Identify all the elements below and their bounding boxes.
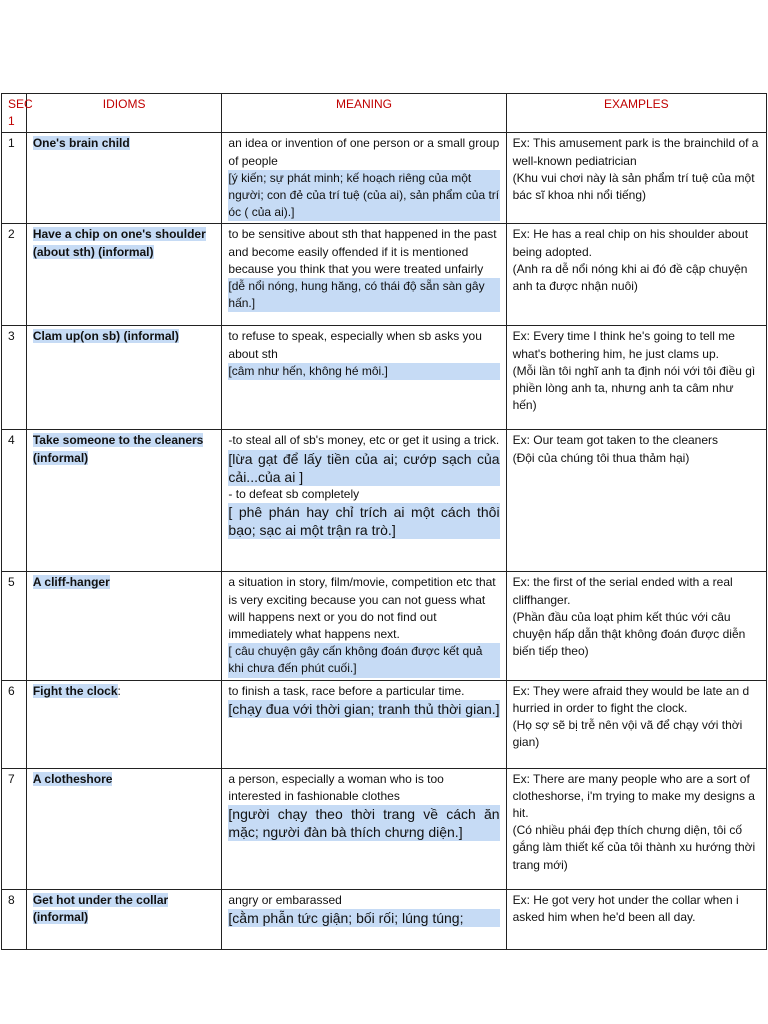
row-number: 5 [2, 572, 27, 680]
meaning-cell [222, 572, 506, 680]
row-number: 2 [2, 224, 27, 326]
row-number: 8 [2, 889, 27, 949]
idiom-cell [26, 430, 222, 572]
idiom-text: Fight the clock [32, 683, 118, 698]
meaning-vietnamese: [dễ nổi nóng, hung hăng, có thái độ sẵn sàn gây hấn.] [228, 278, 499, 312]
idiom-text: Have a chip on one's shoulder (about sth) (informal) [32, 227, 206, 259]
table-row [2, 133, 767, 224]
meaning-cell [222, 680, 506, 768]
table-row [2, 768, 767, 889]
row-number: 4 [2, 430, 27, 572]
meaning-cell [222, 224, 506, 326]
idiom-cell [26, 224, 222, 326]
meaning-vietnamese: [ý kiến; sự phát minh; kế hoạch riêng của một người; con đẻ của trí tuệ (của ai), sản phẩm của trí óc ( của ai).] [228, 170, 499, 222]
idioms-table [1, 93, 767, 950]
meaning-english: angry or embarassed [228, 892, 342, 907]
table-row [2, 572, 767, 680]
row-number: 6 [2, 680, 27, 768]
meaning-vietnamese: [ phê phán hay chỉ trích ai một cách thôi bạo; sạc ai một trận ra trò.] [228, 503, 500, 538]
meaning-vietnamese: [chạy đua với thời gian; tranh thủ thời gian.] [228, 700, 500, 717]
header-idioms: IDIOMS [26, 94, 222, 133]
meaning-vietnamese: [cằm phẫn tức giận; bối rối; lúng túng; [228, 909, 499, 927]
example-cell: Ex: He has a real chip on his shoulder about being adopted. (Anh ra dễ nổi nóng khi ai đó đề cập chuyện anh ta được nhận nuôi) [506, 224, 766, 326]
idiom-cell [26, 680, 222, 768]
meaning-english: a situation in story, film/movie, competition etc that is very exciting because you can not guess what will happens next or you do not find out immediately what happens next. [228, 575, 496, 642]
idiom-cell [26, 768, 222, 889]
row-number: 7 [2, 768, 27, 889]
meaning-english: to be sensitive about sth that happened in the past and become easily offended if it is mentioned because you think that you were treated unfairly [228, 227, 497, 276]
header-sec-label: SEC 1 [8, 97, 33, 129]
meaning-cell [222, 768, 506, 889]
row-number: 1 [2, 133, 27, 224]
idiom-text: A clotheshore [32, 771, 113, 786]
idiom-text: Clam up(on sb) (informal) [32, 329, 179, 344]
idiom-suffix: : [117, 683, 121, 698]
meaning-english: an idea or invention of one person or a small group of people [228, 136, 500, 168]
meaning-english: - to defeat sb completely [228, 486, 360, 501]
idiom-cell [26, 889, 222, 949]
header-row [2, 94, 767, 133]
header-examples: EXAMPLES [506, 94, 766, 133]
meaning-vietnamese: [câm như hến, không hé môi.] [228, 363, 499, 380]
table-row [2, 326, 767, 430]
idiom-text: Take someone to the cleaners (informal) [32, 433, 204, 465]
table-row [2, 889, 767, 949]
table-row [2, 224, 767, 326]
meaning-cell [222, 326, 506, 430]
table-row [2, 430, 767, 572]
example-cell: Ex: This amusement park is the brainchild of a well-known pediatrician (Khu vui chơi này là sản phẩm trí tuệ của một bác sĩ khoa nhi nổi tiếng) [506, 133, 766, 224]
meaning-vietnamese: [người chạy theo thời trang về cách ăn mặc; người đàn bà thích chưng diện.] [228, 806, 500, 841]
meaning-cell [222, 889, 506, 949]
header-sec [2, 94, 33, 133]
idiom-cell [26, 326, 222, 430]
meaning-english: -to steal all of sb's money, etc or get it using a trick. [228, 433, 500, 448]
meaning-english: to finish a task, race before a particular time. [228, 683, 465, 698]
example-cell: Ex: There are many people who are a sort of clotheshorse, i'm trying to make my designs a hit. (Có nhiều phái đẹp thích chưng diện, tôi cố gắng làm thiết kế của tôi thành xu hướng thời trang mới) [506, 768, 766, 889]
example-cell: Ex: Our team got taken to the cleaners (Đội của chúng tôi thua thảm hại) [506, 430, 766, 572]
idiom-text: One's brain child [32, 136, 130, 151]
meaning-english: to refuse to speak, especially when sb asks you about sth [228, 329, 482, 361]
row-number: 3 [2, 326, 27, 430]
idiom-cell [26, 133, 222, 224]
table-row [2, 680, 767, 768]
idiom-text: A cliff-hanger [32, 575, 110, 590]
example-cell: Ex: Every time I think he's going to tell me what's bothering him, he just clams up. (Mỗi lần tôi nghĩ anh ta định nói với tôi điều gì phiền lòng anh ta, nhưng anh ta câm như hến) [506, 326, 766, 430]
meaning-cell [222, 133, 506, 224]
meaning-vietnamese: [lừa gạt để lấy tiền của ai; cướp sạch của cải...của ai ] [228, 450, 500, 485]
meaning-cell [222, 430, 506, 572]
idiom-cell [26, 572, 222, 680]
meaning-english: a person, especially a woman who is too interested in fashionable clothes [228, 771, 444, 803]
idiom-text: Get hot under the collar (informal) [32, 892, 169, 924]
meaning-vietnamese: [ câu chuyện gây cấn không đoán được kết quả khi chưa đến phút cuối.] [228, 643, 499, 677]
example-cell: Ex: They were afraid they would be late an d hurried in order to fight the clock. (Họ sợ sẽ bị trễ nên vội vã để chạy với thời gian) [506, 680, 766, 768]
example-cell: Ex: the first of the serial ended with a real cliffhanger. (Phần đầu của loạt phim kết thúc với câu chuyện hấp dẫn thật không đoán được diễn biến tiếp theo) [506, 572, 766, 680]
example-cell: Ex: He got very hot under the collar when i asked him when he'd been all day. [506, 889, 766, 949]
header-meaning: MEANING [222, 94, 506, 133]
